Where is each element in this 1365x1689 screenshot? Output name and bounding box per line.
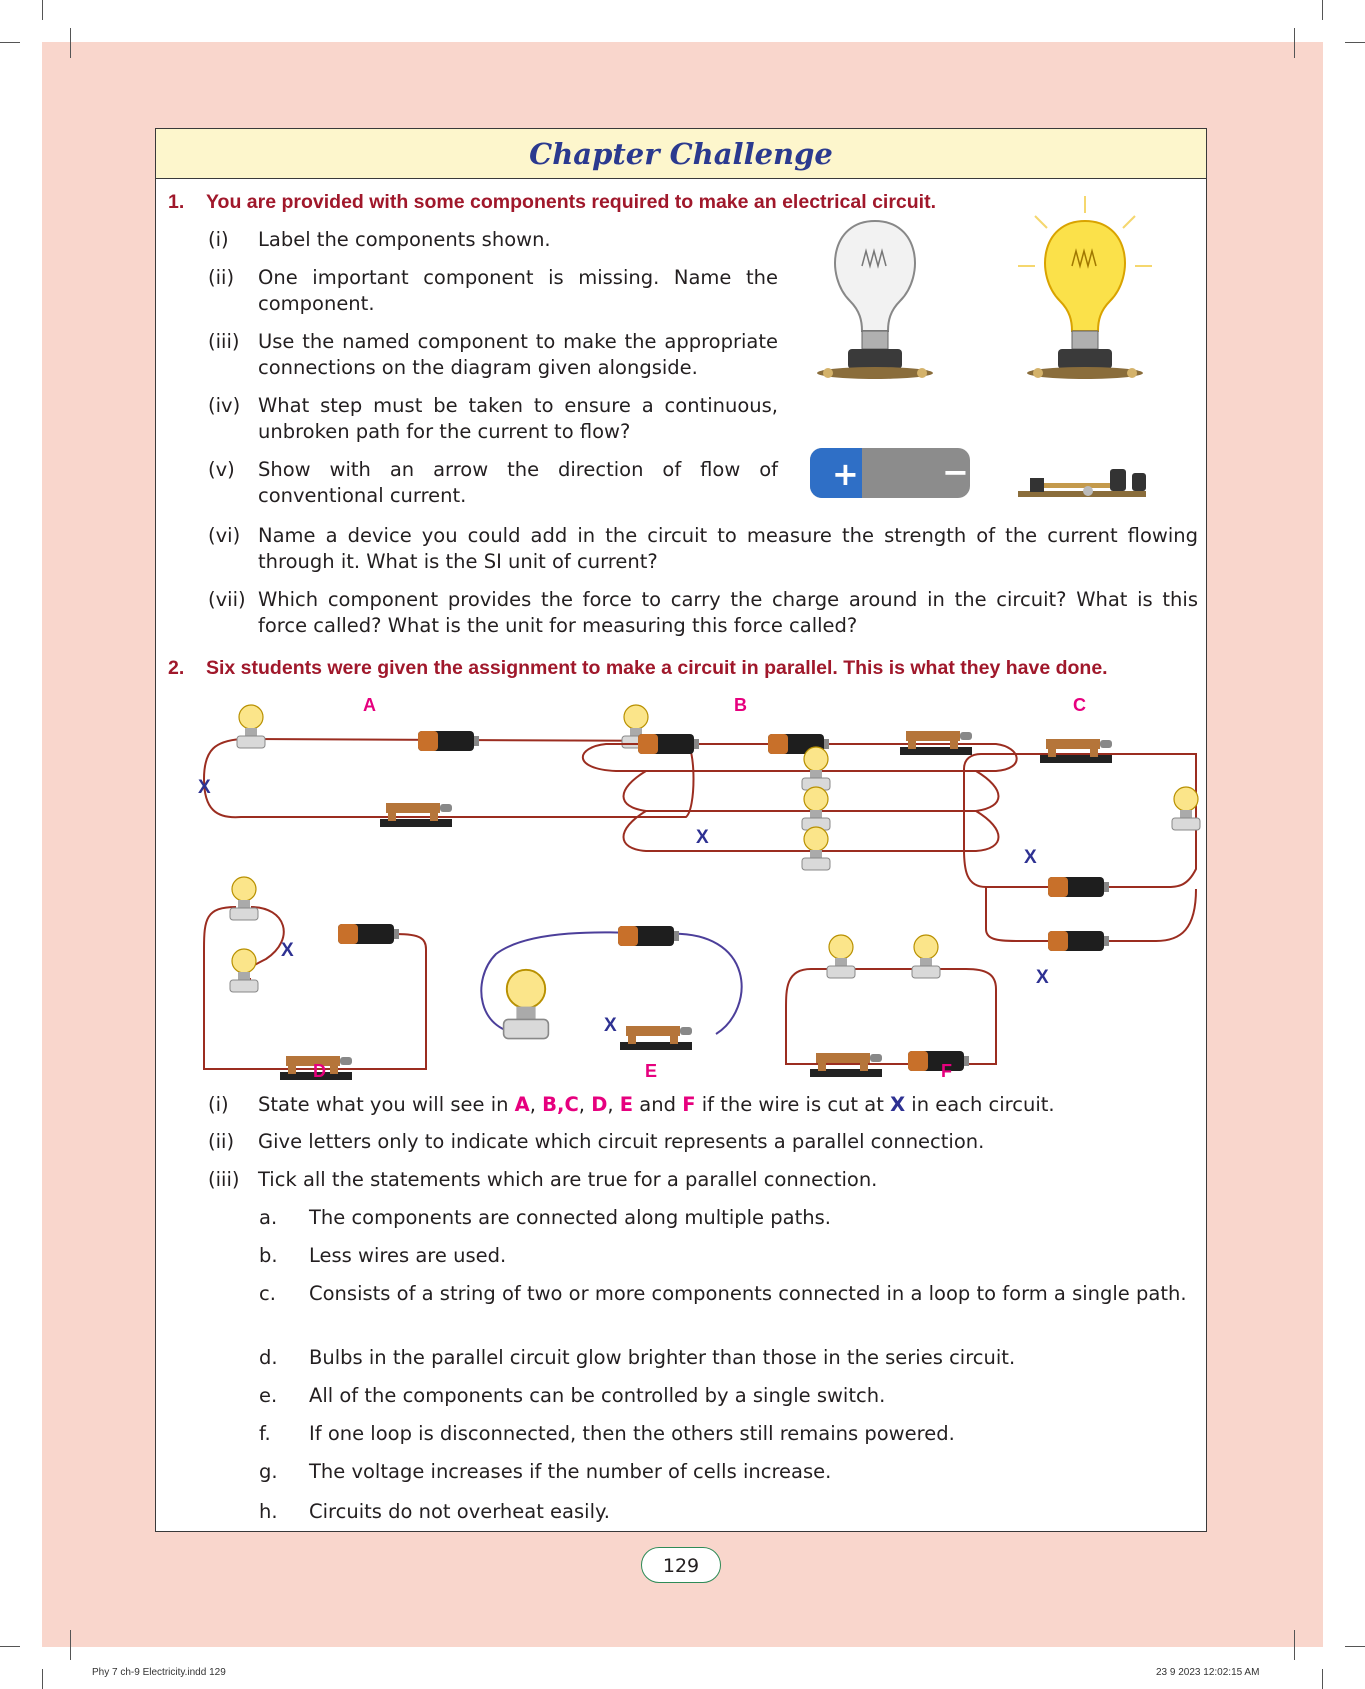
crop-mark (0, 1646, 20, 1647)
statement-letter: e. (259, 1384, 278, 1407)
crop-mark (0, 42, 20, 43)
circuits-figure (196, 689, 1206, 1099)
statement-letter: b. (259, 1244, 278, 1267)
item-text: One important component is missing. Name the component. (258, 266, 778, 315)
question-text: Six students were given the assignment to make a circuit in parallel. This is what they have done. (206, 657, 1108, 679)
item-text: State what you will see in A, B,C, D, E and F if the wire is cut at X in each circuit. (258, 1093, 1055, 1116)
crop-mark (1345, 1646, 1365, 1647)
cut-mark-f: X (1036, 967, 1049, 988)
slug-left: Phy 7 ch-9 Electricity.indd 129 (92, 1667, 226, 1678)
cut-mark-c: X (1024, 847, 1037, 868)
q1-components-figure (790, 191, 1200, 511)
item-text: Show with an arrow the direction of flow of conventional current. (258, 458, 778, 507)
item-number: (ii) (208, 1130, 235, 1153)
question-text: You are provided with some components required to make an electrical circuit. (206, 191, 937, 213)
item-number: (ii) (208, 266, 235, 289)
item-number: (i) (208, 1093, 229, 1116)
item-text: Label the components shown. (258, 228, 551, 251)
statement-letter: g. (259, 1460, 278, 1483)
circuit-d (204, 877, 426, 1080)
circuit-label-f: F (941, 1061, 952, 1081)
statement-text: Circuits do not overheat easily. (309, 1500, 610, 1523)
crop-mark (70, 1630, 71, 1660)
question-number: 2. (168, 657, 185, 679)
statement-text: The components are connected along multiple paths. (309, 1206, 831, 1229)
statement-text: Bulbs in the parallel circuit glow brighter than those in the series circuit. (309, 1346, 1016, 1369)
cut-mark-a: X (198, 777, 211, 798)
crop-mark (1294, 28, 1295, 58)
circuit-f (786, 935, 996, 1077)
item-number: (v) (208, 458, 235, 481)
crop-mark (1294, 1630, 1295, 1660)
item-text: What step must be taken to ensure a continuous, unbroken path for the current to flow? (258, 394, 778, 443)
cut-mark-b: X (696, 827, 709, 848)
item-text: Use the named component to make the appropriate connections on the diagram given alongside. (258, 330, 778, 379)
statement-text: The voltage increases if the number of cells increase. (309, 1460, 832, 1483)
circuit-label-a: A (363, 695, 376, 715)
crop-mark (42, 0, 43, 20)
item-text: Name a device you could add in the circuit to measure the strength of the current flowing through it. What is the SI unit of current? (258, 524, 1198, 573)
key-switch-icon (1018, 469, 1146, 497)
statement-letter: f. (259, 1422, 271, 1445)
crop-mark (1322, 0, 1323, 20)
page-number: 129 (641, 1547, 721, 1583)
circuit-label-d: D (313, 1061, 326, 1081)
circuit-label-e: E (645, 1061, 658, 1081)
item-number: (iii) (208, 1168, 240, 1191)
item-text: Give letters only to indicate which circuit represents a parallel connection. (258, 1130, 985, 1153)
slug-right: 23 9 2023 12:02:15 AM (1156, 1667, 1260, 1678)
crop-mark (42, 1669, 43, 1689)
chapter-title: Chapter Challenge (529, 137, 833, 171)
question-number: 1. (168, 191, 185, 213)
lit-bulb-icon (1018, 196, 1152, 379)
circuit-label-b: B (734, 695, 747, 715)
cut-mark-d: X (281, 940, 294, 961)
statement-text: All of the components can be controlled by a single switch. (309, 1384, 886, 1407)
challenge-box (155, 128, 1207, 1532)
unlit-bulb-icon (817, 221, 933, 379)
crop-mark (1345, 42, 1365, 43)
statement-letter: a. (259, 1206, 278, 1229)
statement-letter: h. (259, 1500, 278, 1523)
statement-letter: d. (259, 1346, 278, 1369)
title-bar (156, 129, 1206, 179)
statement-text: Consists of a string of two or more components connected in a loop to form a single path. (309, 1282, 1187, 1305)
circuit-b (583, 731, 1017, 870)
battery-plus-sign: + (832, 455, 859, 493)
item-text: Which component provides the force to carry the charge around in the circuit? What is this force called? What is the unit for measuring this force called? (258, 588, 1198, 637)
item-number: (i) (208, 228, 229, 251)
item-number: (vi) (208, 524, 241, 547)
crop-mark (70, 28, 71, 58)
item-number: (vii) (208, 588, 246, 611)
statement-text: If one loop is disconnected, then the others still remains powered. (309, 1422, 955, 1445)
crop-mark (1322, 1669, 1323, 1689)
item-text: Tick all the statements which are true for a parallel connection. (258, 1168, 878, 1191)
item-number: (iv) (208, 394, 241, 417)
circuit-label-c: C (1073, 695, 1086, 715)
battery-minus-sign: − (942, 453, 969, 491)
item-number: (iii) (208, 330, 240, 353)
circuit-a (204, 705, 694, 827)
cell-battery-icon (810, 448, 970, 498)
statement-letter: c. (259, 1282, 276, 1305)
cut-mark-e: X (604, 1015, 617, 1036)
statement-text: Less wires are used. (309, 1244, 507, 1267)
